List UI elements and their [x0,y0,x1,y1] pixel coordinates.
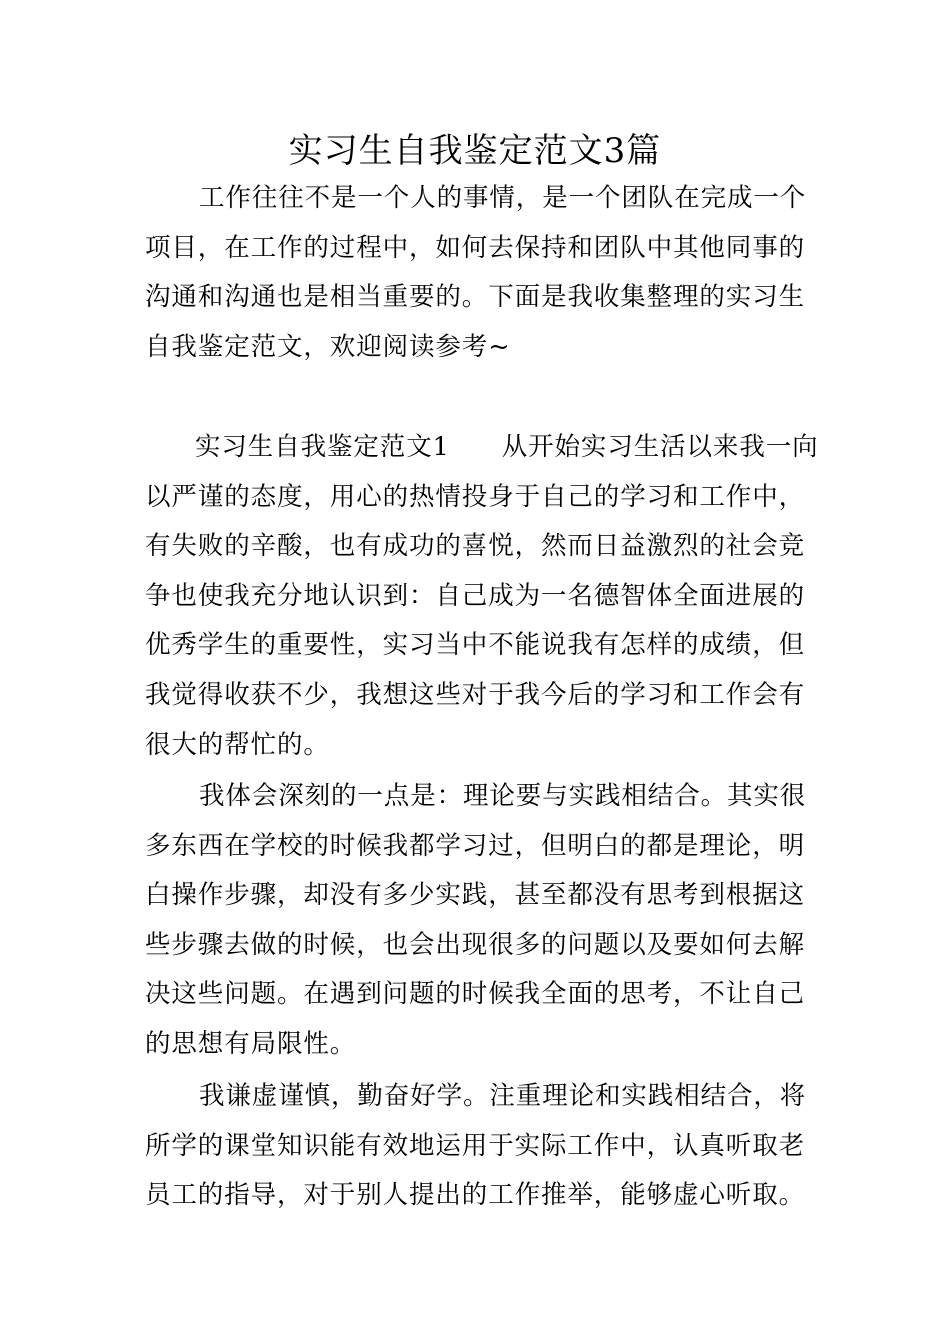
paragraph-line: 沟通和沟通也是相当重要的。下面是我收集整理的实习生 [145,282,806,313]
paragraph-line: 争也使我充分地认识到：自己成为一名德智体全面进展的 [145,580,806,611]
paragraph-line: 白操作步骤，却没有多少实践，甚至都没有思考到根据这 [145,880,806,911]
paragraph-line: 以严谨的态度，用心的热情投身于自己的学习和工作中， [145,481,806,512]
paragraph-line: 实习生自我鉴定范文1 从开始实习生活以来我一向 [195,432,819,462]
intro-paragraph [145,174,810,372]
paragraph-line: 的思想有局限性。 [145,1028,357,1059]
body-paragraph-3 [145,1072,810,1221]
paragraph-line: 项目，在工作的过程中，如何去保持和团队中其他同事的 [145,232,806,263]
paragraph-line: 所学的课堂知识能有效地运用于实际工作中，认真听取老 [145,1130,806,1161]
document-title: 实习生自我鉴定范文3篇 [288,131,662,171]
paragraph-line: 很大的帮忙的。 [145,729,330,760]
paragraph-line: 我觉得收获不少，我想这些对于我今后的学习和工作会有 [145,679,806,710]
paragraph-line: 些步骤去做的时候，也会出现很多的问题以及要如何去解 [145,929,806,960]
paragraph-line: 员工的指导，对于别人提出的工作推举，能够虚心听取。 [145,1180,806,1211]
paragraph-line: 优秀学生的重要性，实习当中不能说我有怎样的成绩，但 [145,630,806,661]
body-paragraph-2 [145,772,810,1070]
section1-paragraph [145,423,819,770]
paragraph-line: 自我鉴定范文，欢迎阅读参考~ [145,331,511,362]
paragraph-line: 多东西在学校的时候我都学习过，但明白的都是理论，明 [145,830,806,861]
paragraph-line: 工作往往不是一个人的事情，是一个团队在完成一个 [199,183,807,213]
paragraph-line: 我体会深刻的一点是：理论要与实践相结合。其实很 [199,781,807,811]
paragraph-line: 我谦虚谨慎，勤奋好学。注重理论和实践相结合，将 [199,1081,807,1111]
paragraph-line: 决这些问题。在遇到问题的时候我全面的思考，不让自己 [145,979,806,1010]
paragraph-line: 有失败的辛酸，也有成功的喜悦，然而日益激烈的社会竞 [145,531,806,562]
section-heading: 实习生自我鉴定范文1 [195,432,450,462]
